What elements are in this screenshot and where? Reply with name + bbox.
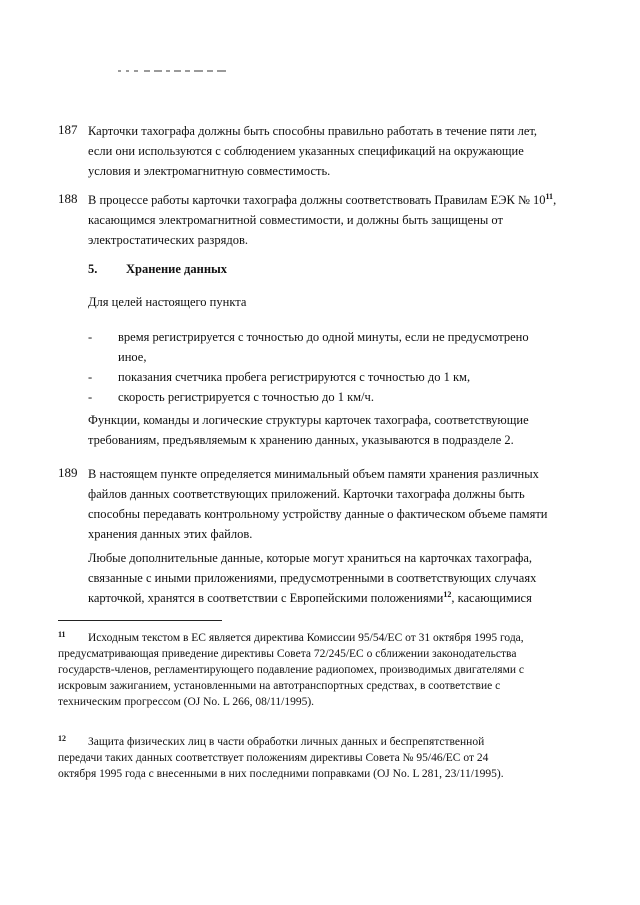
list-item [88, 387, 558, 407]
paragraph-188-text-after: , касающимся электромагнитной совместимости, и должны быть защищены от электростатических разрядов. [88, 193, 557, 247]
footnote-text: Защита физических лиц в части обработки личных данных и беспрепятственной передачи таких данных соответствует положениям директивы Совета № 95/46/ЕС от 24 октября 1995 года с внесенными в них последними поправками (OJ No. L 281, 23/11/1995). [58, 736, 504, 780]
paragraph-187-text: Карточки тахографа должны быть способны правильно работать в течение пяти лет, если они используются с соблюдением указанных спецификаций на окружающие условия и электромагнитную совместимость. [88, 124, 538, 178]
footnote-text: Исходным текстом в ЕС является директива Комиссии 95/54/ЕС от 31 октября 1995 года, предусматривающая приведение директивы Совета 72/245/ЕС о сближении законодательства государств-членов, регламентирующего подавление радиопомех, производимых двигателями с искровым зажиганием, установленными на автотранспортных средствах, в соответствие с техническим прогрессом (OJ No. L 266, 08/11/1995). [58, 632, 524, 708]
bullet-text: скорость регистрируется с точностью до 1 км/ч. [118, 390, 374, 404]
bullet-list [88, 327, 558, 407]
functions-paragraph: Функции, команды и логические структуры карточек тахографа, соответствующие требованиям, предъявляемым к хранению данных, указываются в подразделе 2. [88, 413, 529, 447]
footnote-ref-11[interactable]: 11 [545, 191, 554, 201]
header-scan-marks [118, 68, 228, 74]
footnote-11 [58, 630, 558, 720]
paragraph-number-189: 189 [58, 465, 78, 480]
section-heading [88, 262, 227, 277]
paragraph-number-188: 188 [58, 191, 78, 206]
section-intro: Для целей настоящего пункта [88, 295, 247, 309]
paragraph-189-text: В настоящем пункте определяется минимальный объем памяти хранения различных файлов данных соответствующих приложений. Карточки тахографа должны быть способны передавать контрольному устройству данные о фактическом объеме памяти хранения данных этих файлов. [88, 467, 548, 541]
paragraph-number-187: 187 [58, 122, 78, 137]
bullet-dash: - [88, 330, 93, 344]
footnote-12 [58, 734, 558, 804]
paragraph-188-text [88, 190, 558, 250]
footnote-separator [58, 620, 222, 621]
list-item [88, 327, 558, 367]
paragraph-188-text-before: В процессе работы карточки тахографа должны соответствовать Правилам ЕЭК № 10 [88, 193, 546, 207]
list-item [88, 367, 558, 387]
bullet-text: время регистрируется с точностью до одной минуты, если не предусмотрено иное, [118, 330, 529, 364]
additional-text-after: , касающимися [451, 591, 532, 605]
bullet-dash: - [88, 370, 93, 384]
section-number: 5. [88, 262, 98, 276]
bullet-dash: - [88, 390, 93, 404]
additional-text-before: Любые дополнительные данные, которые могут храниться на карточках тахографа, связанные с иными приложениями, предусмотренными в соответствующих случаях карточкой, хранятся в соответствии с Европейскими положениями [88, 551, 537, 605]
footnote-mark: 12 [58, 734, 66, 743]
footnote-mark: 11 [58, 630, 66, 639]
additional-data-paragraph [88, 548, 558, 608]
section-title: Хранение данных [126, 262, 228, 276]
footnote-ref-12[interactable]: 12 [443, 589, 452, 599]
bullet-text: показания счетчика пробега регистрируются с точностью до 1 км, [118, 370, 471, 384]
